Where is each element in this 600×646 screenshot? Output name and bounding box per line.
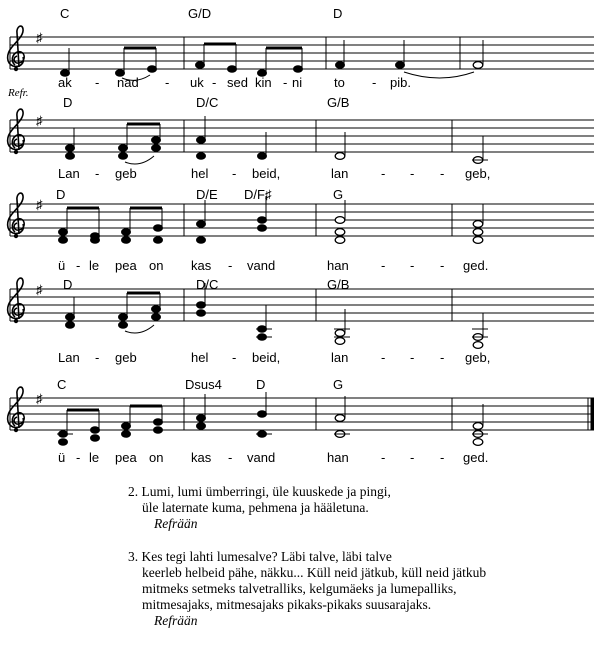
lyric-syllable: - [165, 75, 170, 90]
chord-symbol: D/C [196, 95, 219, 110]
lyric-syllable: beid, [252, 350, 281, 365]
notes [57, 392, 488, 445]
lyric-syllable: - [228, 258, 233, 273]
lyric-syllable: on [149, 450, 164, 465]
lyric-syllable: - [410, 166, 415, 181]
lyric-syllable: le [89, 258, 100, 273]
verses-section [128, 484, 486, 646]
staff-lines [10, 120, 594, 152]
lyric-syllable: - [212, 75, 217, 90]
lyric-syllable: nad [117, 75, 139, 90]
lyric-syllable: han [327, 258, 349, 273]
system-3 [8, 193, 594, 243]
chord-symbol: D [56, 187, 66, 202]
system-2 [8, 109, 594, 164]
lyric-syllable: ged. [463, 258, 489, 273]
verse-line: keerleb helbeid pähe, näkku... Küll neid jätkub, küll neid jätkub [142, 564, 487, 580]
notes [66, 116, 489, 164]
lyric-syllable: - [228, 450, 233, 465]
lyric-syllable: - [381, 258, 386, 273]
lyric-syllable: - [283, 75, 288, 90]
chord-symbol: G/B [327, 95, 350, 110]
lyric-syllable: ged. [463, 450, 489, 465]
lyric-syllable: han [327, 450, 349, 465]
chord-symbol: D [333, 6, 343, 21]
chord-symbol: G/D [188, 6, 212, 21]
system-1 [8, 26, 594, 80]
lyric-syllable: geb [115, 350, 137, 365]
lyric-syllable: - [95, 350, 100, 365]
refrain-marker: Refrään [154, 516, 198, 532]
lyric-syllable: Lan [58, 166, 80, 181]
refrain-marker: Refrään [154, 613, 198, 629]
chord-symbol: D/F♯ [244, 187, 272, 202]
lyric-syllable: - [440, 166, 445, 181]
lyric-syllable: to [334, 75, 345, 90]
lyric-syllable: pea [115, 258, 137, 273]
lyric-syllable: pea [115, 450, 137, 465]
lyric-syllable: hel [191, 350, 209, 365]
lyric-syllable: geb [115, 166, 137, 181]
key-signature-sharp: ♯ [36, 197, 43, 212]
verse-2 [128, 484, 486, 533]
lyric-syllable: - [440, 258, 445, 273]
chord-symbol: G [333, 377, 344, 392]
lyric-syllable: kin [255, 75, 272, 90]
staff-lines [10, 289, 594, 321]
lyric-syllable: lan [331, 166, 349, 181]
lyric-syllable: - [381, 350, 386, 365]
lyric-syllable: - [440, 450, 445, 465]
lyric-syllable: - [410, 350, 415, 365]
lyric-syllable: - [372, 75, 377, 90]
notes [66, 283, 489, 348]
lyric-syllable: Lan [58, 350, 80, 365]
staff-lines [10, 398, 594, 430]
lyric-syllable: - [440, 350, 445, 365]
lyric-syllable: - [381, 166, 386, 181]
key-signature-sharp: ♯ [36, 113, 43, 128]
verse-line: üle laternate kuma, pehmena ja hääletuna. [142, 500, 369, 516]
system-4 [8, 278, 594, 348]
lyric-syllable: hel [191, 166, 209, 181]
lyric-syllable: - [410, 258, 415, 273]
lyric-syllable: vand [247, 258, 276, 273]
key-signature-sharp: ♯ [36, 30, 43, 45]
lyric-syllable: on [149, 258, 164, 273]
lyric-syllable: pib. [390, 75, 411, 90]
lyric-syllable: - [95, 166, 100, 181]
chord-symbol: Dsus4 [185, 377, 222, 392]
final-barline [591, 398, 595, 430]
lyric-syllable: ak [58, 75, 72, 90]
lyric-syllable: vand [247, 450, 276, 465]
lyric-syllable: - [76, 450, 81, 465]
lyric-syllable: ü [58, 258, 66, 273]
lyric-syllable: - [381, 450, 386, 465]
chord-symbol: D/C [196, 277, 219, 292]
refrain-label: Refr. [8, 87, 29, 99]
verse-line: 2. Lumi, lumi ümberringi, üle kuuskede ja pingi, [128, 484, 391, 499]
lyric-syllable: uk [190, 75, 204, 90]
lyric-syllable: sed [227, 75, 248, 90]
verse-line: mitmesajaks, mitmesajaks pikaks-pikaks suusarajaks. [142, 597, 432, 613]
lyric-syllable: kas [191, 450, 212, 465]
lyric-syllable: geb, [465, 350, 491, 365]
chord-symbol: G/B [327, 277, 350, 292]
lyric-syllable: kas [191, 258, 212, 273]
key-signature-sharp: ♯ [36, 282, 43, 297]
lyric-syllable: ü [58, 450, 66, 465]
lyric-syllable: - [76, 258, 81, 273]
chord-symbol: D [63, 95, 73, 110]
chord-symbol: C [60, 6, 70, 21]
chord-symbol: G [333, 187, 344, 202]
chord-symbol: C [57, 377, 67, 392]
key-signature-sharp: ♯ [36, 391, 43, 406]
system-5 [8, 387, 594, 445]
lyric-syllable: - [95, 75, 100, 90]
verse-line: 3. Kes tegi lahti lumesalve? Läbi talve, läbi talve [128, 548, 392, 564]
lyric-syllable: - [232, 166, 237, 181]
lyric-syllable: - [232, 350, 237, 365]
chord-symbol: D/E [196, 187, 218, 202]
lyric-syllable: geb, [465, 166, 491, 181]
lyric-syllable: lan [331, 350, 349, 365]
verse-3 [128, 549, 486, 630]
lyric-syllable: beid, [252, 166, 281, 181]
verse-line: mitmeks setmeks talvetralliks, kelgumäeks ja lumepalliks, [142, 581, 457, 597]
lyric-syllable: ni [292, 75, 303, 90]
lyric-syllable: - [410, 450, 415, 465]
chord-symbol: D [256, 377, 266, 392]
chord-symbol: D [63, 277, 73, 292]
lyric-syllable: le [89, 450, 100, 465]
